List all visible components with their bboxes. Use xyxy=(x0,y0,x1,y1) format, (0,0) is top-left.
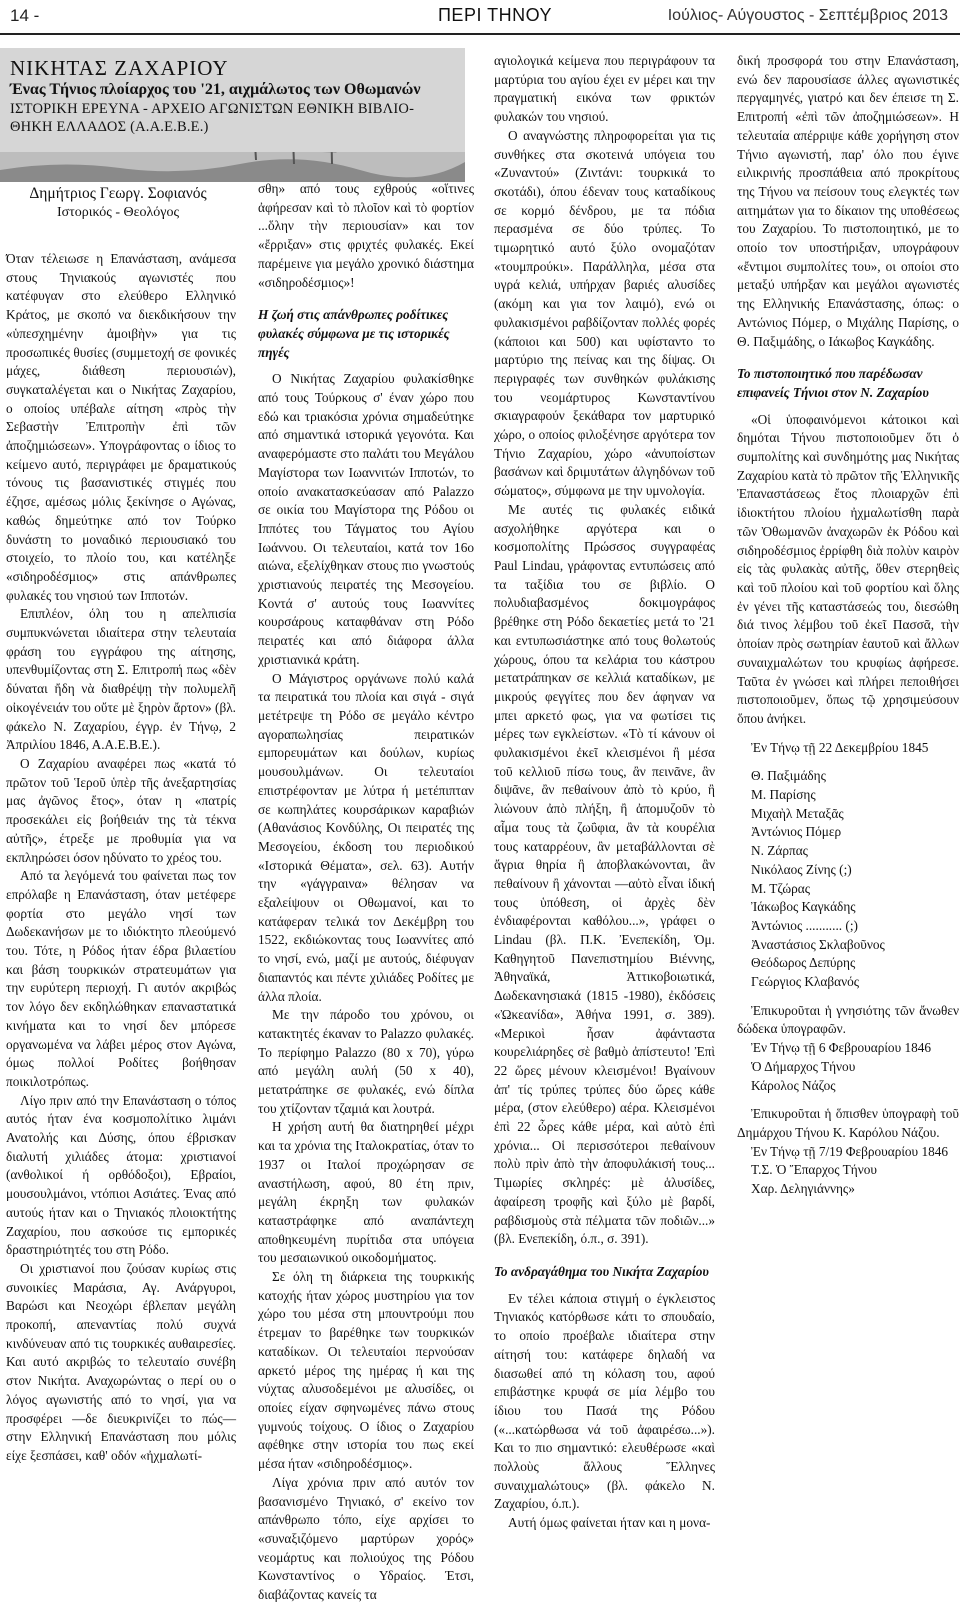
section-heading: Το ανδραγάθημα του Νικήτα Ζαχαρίου xyxy=(494,1264,709,1279)
paragraph: σθη» από τους εχθρούς «οἵτινες ἀφήρεσαν καὶ τὸ πλοῖον καὶ τὸ φορτίον ...ὅλην τὴν περιουσίαν» και τον «ἔρριξαν» στις φριχτές φυλακές. Εκεί παρέμεινε για μεγάλο χρονικό διάστημα «σιδηροδέσμιος»! xyxy=(258,181,474,290)
signatory: Ἰάκωβος Καγκάδης xyxy=(751,899,856,915)
paragraph: Ο Μάγιστρος οργάνωνε πολύ καλά τα πειρατικά του πλοία και σιγά - σιγά μετέτρεψε τη Ρόδο σε μεγάλο κέντρο αγοραπωλησίας πειρατικών εμπορευμάτων και δούλων, κυρίως μουσουλμάνων. Οι τελευταίοι επιστρέφονταν με λύτρα ή μετέπιπταν σε κωπηλάτες κουρσάρικων καραβιών (Αθανάσιος Κονδύλης, Οι πειρατές της Μεσογείου, έκδοση του περιοδικού «Ιστορικά Θέματα», σελ. 63). Αυτήν την «γάγγραινα» θέλησαν να εξαλείψουν οι Οθωμανοί, και το κατάφεραν τελικά τον Δεκέμβρη του 1522, εκδιώκοντας τους Ιωαννίτες από το νησί, ενώ, μαζί με αυτούς, διέφυγαν διαπαντός και πέντε χιλιάδες Ροδίτες με άλλα πλοία. xyxy=(258,670,474,1004)
paragraph: αγιολογικά κείμενα που περιγράφουν τα μαρτύρια του αγίου έχει εν μέρει και την πραγματική εικόνα των φρικτών φυλακών του νησιού. xyxy=(494,53,715,125)
certification-note: Ἐπικυροῦται ἡ ὅπισθεν ὑπογραφὴ τοῦ Δημάρχου Τήνου Κ. Καρόλου Νάζου. xyxy=(737,1106,959,1140)
certification-date: Ἐν Τήνῳ τῇ 7/19 Φεβρουαρίου 1846 xyxy=(751,1143,949,1159)
paragraph: Με την πάροδο του χρόνου, οι κατακτητές έκαναν το Palazzo φυλακές. Το περίφημο Palazzo (80 x 70), γύρω από μεγάλη αυλή (50 x 40), μετατράπηκε σε φυλακές, ενώ δίπλα του χτίζονταν τζαμιά και λουτρά. xyxy=(258,1007,474,1116)
author-role: Ιστορικός - Θεολόγος xyxy=(56,205,180,220)
signatory-list xyxy=(737,767,959,991)
signatory: Νικόλαος Ζίνης (;) xyxy=(751,861,852,877)
paragraph: δική προσφορά του στην Επανάσταση, ενώ δεν παρουσίασε άλλες αγωνιστικές περγαμηνές, γιατρό και δεν έπεισε τη Σ. Επιτροπή «ἐπὶ τῶν ἀποζημιώσεων». Η τελευταία απέρριψε κάθε χορήγηση στον Τήνιο αγωνιστή, παρ' όλο που έγινε ειλικρινής προσπάθεια από προκρίτους της Τήνου να πείσουν τους ελεγκτές των αιτημάτων για το δίκαιον της υποθέσεως του Ζαχαρίου. Το πιστοποιητικό, με το οποίο τον υποστήριξαν, υπογράφουν «ἔντιμοι συμπολίτες του», οι οποίοι στο μεταξύ υπήρξαν και μεγάλοι αγωνιστές της Ελληνικής Επανάστασης, όπως: ο Αντώνιος Πόμερ, ο Μιχάλης Παρίσης, ο Θ. Παξιμάδης, ο Ιάκωβος Καγκάδης. xyxy=(737,53,959,349)
signatory: Θεόδωρος Δεπύρης xyxy=(751,955,856,971)
article-title: ΝΙΚΗΤΑΣ ΖΑΧΑΡΙΟΥ xyxy=(10,56,229,80)
author-name: Δημήτριος Γεωργ. Σοφιανός xyxy=(29,185,207,202)
certificate-date: Ἐν Τήνῳ τῇ 22 Δεκεμβρίου 1845 xyxy=(751,739,929,755)
paragraph: Επιπλέον, όλη του η απελπισία συμπυκνώνεται ιδιαίτερα στην τελευταία φράση του εγγράφου της αίτησης, υπενθυμίζοντας στη Σ. Επιτροπή πως «δὲν δύναται ἤδη νὰ διαθρέψῃ τὴν πολυμελῆ οἰκογένειάν του οὔτε μὲ ξηρὸν ἄρτον» (βλ. φάκελο Ν. Ζαχαρίου, έγγρ. ἐν Τήνῳ, 2 Ἀπριλίου 1846, Α.Α.Ε.Β.Ε.). xyxy=(6,606,236,753)
paragraph: Οι χριστιανοί που ζούσαν κυρίως στις συνοικίες Μαράσια, Αγ. Ανάργυροι, Βαρώσι και Νεοχώρι έβλεπαν μεγάλη προκοπή, απεναντίας πολύ συχνά κινδύνευαν από τις τουρκικές αυθαιρεσίες. Και αυτό ακριβώς το τελευταίο συνέβη στον Νικήτα. Αναχωρώντας ο περί ου ο λόγος αγωνιστής από το νησί, για να προσφέρει —δε διευκρινίζει το πώς— στην Ελληνική Επανάσταση που μόλις είχε ξεσπάσει, καθ' οδόν «ἠχμαλωτί- xyxy=(6,1260,236,1463)
column-3 xyxy=(494,52,715,1533)
signatory: Ἀναστάσιος Σκλαβοῦνος xyxy=(751,936,885,952)
signatory: Ν. Ζάρπας xyxy=(751,843,808,859)
signatory: Θ. Παξιμάδης xyxy=(751,768,826,784)
signatory: Γεώργιος Κλαβανός xyxy=(751,974,860,990)
article-title-box xyxy=(0,48,465,152)
paragraph: Ο Νικήτας Ζαχαρίου φυλακίσθηκε από τους Τούρκους σ' έναν χώρο που εδώ και τριακόσια χρόνια σημαδεύτηκε από σημαντικά ιστορικά γεγονότα. Και αναφερόμαστε στο παλάτι του Μεγάλου Μαγίστορα των Ιωαννιτών Ιπποτών, το οποίο ανακατασκεύασαν από Palazzo σε οικία του Μαγίστορα της Ρόδου οι Ιππότες του Τάγματος του Αγίου Ιωάννου. Οι τελευταίοι, κατά τον 16ο αιώνα, εξελίχθηκαν στους πιο γνωστούς χριστιανούς πειρατές της Μεσογείου. Κοντά σ' αυτούς τους Ιωαννίτες κουρσάρους καταφθάναν στη Ρόδο πειρατές και από διάφορα άλλα χριστιανικά κράτη. xyxy=(258,371,474,667)
certification-date: Ἐν Τήνῳ τῇ 6 Φεβρουαρίου 1846 xyxy=(751,1040,932,1056)
signatory: Μιχαὴλ Μεταξᾶς xyxy=(751,805,844,821)
paragraph: Ο Ζαχαρίου αναφέρει πως «κατά τό πρῶτον τοῦ Ἱεροῦ ὑπὲρ τῆς ἀνεξαρτησίας μας ἀγῶνος ἔτος», όταν η «πατρίς προσεκάλει εἰς βοήθειάν της τὰ τέκνα αὐτῆς», έτρεξε με προθυμία για να εκπληρώσει όσον ηδύνατο το χρέος του. xyxy=(6,755,236,865)
paragraph: Αυτή όμως φαίνεται ήταν και η μονα- xyxy=(508,1515,711,1531)
article-subtitle: Ένας Τήνιος πλοίαρχος του '21, αιχμάλωτος των Οθωμανών xyxy=(10,81,421,98)
eparch-title: Τ.Σ. Ὁ Ἔπαρχος Τήνου xyxy=(751,1162,877,1178)
column-4 xyxy=(737,52,959,1199)
signatory: Ἀντώνιος ........... (;) xyxy=(751,917,858,933)
certification-note: Ἐπικυροῦται ἡ γνησιότης τῶν ἄνωθεν δώδεκα ὑπογραφῶν. xyxy=(737,1002,959,1037)
signatory: Μ. Παρίσης xyxy=(751,787,816,803)
issue-date: Ιούλιος- Αύγουστος - Σεπτέμβριος 2013 xyxy=(667,7,948,24)
section-heading: Η ζωή στις απάνθρωπες ροδίτικες φυλακές σύμφωνα με τις ιστορικές πηγές xyxy=(258,307,450,360)
paragraph: Λίγα χρόνια πριν από αυτόν τον βασανισμένο Τηνιακό, σ' εκείνο τον απάνθρωπο τόπο, είχε αρχίσει το «συναξιζόμενο μαρτύρων χορός» νεομάρτυς και πολιούχος της Ρόδου Κωνσταντίνος ο Υδραίος. Έτσι, διαβάζοντας κανείς τα xyxy=(258,1474,474,1603)
paragraph: Όταν τέλειωσε η Επανάσταση, ανάμεσα στους Τηνιακούς αγωνιστές που κατέφυγαν στο ελεύθερο Ελληνικό Κράτος, με σκοπό να διεκδικήσουν την «ὑπεσχημένην ἀμοιβὴν» για τις προσωπικές θυσίες (συμμετοχή σε φονικές μάχες, διάθεση περιουσιών), συγκαταλέγεται και ο Νικήτας Ζαχαρίου, ο οποίος υπέβαλε αίτηση «πρὸς τὴν Σεβαστὴν Ἐπιτροπὴν ἐπὶ τῶν ἀποζημιώσεων». Υπογράφοντας ο ίδιος το κείμενο αυτό, περιγράφει με δραματικούς τόνους τις βασανιστικές στιγμές που έζησε, αμέσως μόλις ξεκίνησε ο Αγώνας, καθώς δημεύτηκε από τον Τούρκο δυνάστη το μοναδικό περιουσιακό του στοιχείο, το πλοίο του, και κατέληξε «σιδηροδέσμιος» στις απάνθρωπες φυλακές του νησιού των Ιπποτών. xyxy=(6,251,236,603)
article-source-line-2: ΘΗΚΗ ΕΛΛΑΔΟΣ (Α.Α.Ε.Β.Ε.) xyxy=(10,119,209,135)
paragraph: Σε όλη τη διάρκεια της τουρκικής κατοχής ήταν χώρος μυστηρίου για τον χώρο του μέσα στη μπουντρούμι που έτρεμαν το βαρέθηκε των τουρκικών καταδίκων. Οι τελευταίοι περνούσαν αρκετό μέρος της ημέρας ή και της νύχτας αλυσοδεμένοι με αλυσίδες, οι οποίες είχαν σφηνωμένες πάνω στους γυμνούς τοίχους. Ο ίδιος ο Ζαχαρίου αφέθηκε στην ιστορία του πως εκεί μέσα ήταν «σιδηροδέσμιος». xyxy=(258,1269,474,1472)
certificate-text: «Οἱ ὑποφαινόμενοι κάτοικοι καὶ δημόται Τήνου πιστοποιοῦμεν ὅτι ὁ συμπολίτης καὶ συνδημότης μας Νικήτας Ζαχαρίου κατὰ τὸ πρῶτον τῆς Ἑλληνικῆς Ἐπαναστάσεως ἔτος πλοιαρχῶν ἐπὶ ἰδιοκτήτου πλοίου ἠχμαλωτίσθη παρὰ τῶν Ὀθωμανῶν ἀναχωρῶν ἐκ Ρόδου καὶ σιδηροδέσμιος ἐρρίφθη διὰ πολὺν καιρὸν εἰς τὰς φυλακὰς αὐτῆς, ὅθεν στερηθεὶς καὶ τοῦ πλοίου καὶ τοῦ φορτίου καὶ ὅλης ἐν γένει τῆς καταστάσεώς του, διεσώθη διά τινος λέμβου τοῦ ἐκεῖ Πασσᾶ, τὴν ὁποίαν πρὸς σωτηρίαν ἑαυτοῦ καὶ ἄλλων συναιχμαλώτων του κρυφίως ἀφήρεσε. Ταῦτα ἐν γνώσει καὶ πλήρει πεποιθήσει πιστοποιοῦμεν, ὅπως τῷ χρησιμεύσουν ὅπου ἀνήκει. xyxy=(737,411,959,726)
mayor-title: Ὁ Δήμαρχος Τήνου xyxy=(751,1058,856,1074)
column-2 xyxy=(258,180,474,1605)
author-block xyxy=(0,184,236,222)
section-heading: Το πιστοποιητικό που παρέδωσαν επιφανείς Τήνιοι στον Ν. Ζαχαρίου xyxy=(737,366,929,400)
newspaper-name: ΠΕΡΙ ΤΗΝΟΥ xyxy=(437,5,553,25)
article-source-line-1: ΙΣΤΟΡΙΚΗ ΕΡΕΥΝΑ - ΑΡΧΕΙΟ ΑΓΩΝΙΣΤΩΝ ΕΘΝΙΚΗ ΒΙΒΛΙΟ- xyxy=(10,101,415,117)
header-rule xyxy=(0,33,960,35)
column-1 xyxy=(6,250,236,1466)
paragraph: Ο αναγνώστης πληροφορείται για τις συνθήκες στα σκοτεινά υπόγεια του «Ζυναντού» (Ζιντάνι: τουρκικά το σκοτάδι), όπου έδεναν τους καταδίκους σε κορμό δένδρου, με τα πόδια περασμένα σε δύο τρύπες. Το τιμωρητικό αυτό ξύλο ονομαζόταν «τουμπρούκι». Παράλληλα, μέσα στα υγρά κελιά, υπήρχαν βαριές αλυσίδες (ακόμη και για τον λαιμό), ενώ οι φυλακισμένοι ραβδίζονταν πολλές φορές (κάποιοι και 500) και υφίσταντο το μαρτύριο της πείνας και της δίψας. Οι περιγραφές των συνθηκών φυλάκισης του νεομάρτυρος Κωνσταντίνου σκιαγραφούν ξεκάθαρα τον μαρτυρικό χώρο, ο οποίος φιλοξένησε αργότερα τον Τήνιο Ζαχαρίου, χώρο «ἀνυποίστων βασάνων καὶ δριμυτάτων ἀλγηδόνων τοῦ σώματος», σύμφωνα με την υμνολογία. xyxy=(494,127,715,499)
page-number: 14 - xyxy=(10,6,40,25)
eparch-name: Χαρ. Δεληγιάννης» xyxy=(751,1181,855,1197)
page-header xyxy=(0,0,960,36)
paragraph: Από τα λεγόμενά του φαίνεται πως τον επρόλαβε η Επανάσταση, όταν μετέφερε φορτία στο μεγάλο νησί των Δωδεκανήσων με το ιδιόκτητο πλεούμενό του. Τότε, η Ρόδος ήταν έδρα βιλαετίου και βάση τουρκικών στρατευμάτων για την ευρύτερη περιοχή. Γι αυτόν ακριβώς τον λόγο δεν εκδηλώθηκαν επαναστατικά κινήματα και το νησί δεν μπόρεσε οργανωμένα να λάβει μέρος στον Αγώνα, όμως πολλοί Ροδίτες βοήθησαν ποικιλοτρόπως. xyxy=(6,868,236,1089)
signatory: Ἀντώνιος Πόμερ xyxy=(751,824,842,840)
paragraph: Η χρήση αυτή θα διατηρηθεί μέχρι και τα χρόνια της Ιταλοκρατίας, όταν το 1937 οι Ιταλοί προχώρησαν σε αναστήλωση, αφού, 80 έτη πριν, μεγάλη έκρηξη των φυλακών καταστράφηκε από αναπάντεχη αποθηκευμένη πυρίτιδα στα υπόγεια του μεσαιωνικού οικοδομήματος. xyxy=(258,1119,474,1266)
paragraph: Με αυτές τις φυλακές ειδικά ασχολήθηκε αργότερα και ο κοσμοπολίτης Πρώσσος συγγραφέας Paul Lindau, γράφοντας εντυπώσεις από τα ταξίδια του σε βιβλίο. Ο πολυδιαβασμένος δοκιμογράφος βρέθηκε στη Ρόδο δεκαετίες μετά το '21 και εντυπωσιάστηκε από τους θολωτούς χώρους, όπου τα κελάρια του κάστρου μετατράπηκαν σε κελλιά καταδίκων, με μικρούς φεγγίτες που δεν άφηναν να μπει αρκετό φως, για να φωτίσει τις μέρες των εγκλείστων. «Τὸ τί κάνουν οἱ φυλακισμένοι ἐκεῖ κλεισμένοι ἢ μέσα τοῦ κελλιοῦ πίσω τους, ἂν πεινᾶνε, ἂν διψᾶνε, ἂν πεθαίνουν ἀπὸ τὸ κρύο, ἢ λιώνουν ἀπὸ πλήξη, ἢ ἀπομυζοῦν τὸ αἷμα τους τὰ ζωΰφια, ἂν τὰ κουρέλια τους καταρρέουν, ἂν μεταβάλλονται σὲ ἄγρια θηρία ἢ ἀποβλακώνονται, ἂν πεθαίνουν ἢ χάνονται —αὐτὸ εἶναι ἰδική τους ὑπόθεση, οἱ ἀρχὲς δὲν ἐνδιαφέρονται καθόλου...», γράφει ο Lindau (βλ. Π.Κ. Ἐνεπεκίδη, Ὁμ. Καθηγητοῦ Πανεπιστημίου Βιέννης, Ἀθηναϊκά, Ἀττικοβοιωτικά, Δωδεκανησιακά (1815 -1980), ἐκδόσεις «Ὠκεανίδα», Ἀθήνα 1991, σ. 389). «Μερικοὶ ἦσαν ἀφάνταστα κουρελιάρηδες σὲ βαθμὸ ἀπίστευτο! Ἐπὶ 22 ὥρες μένουν κλεισμένοι! Βγαίνουν ἀπ' τίς τρύπες τρύπες δύο ὥρες κάθε μέρα, (στον ελεύθερο) αέρα. Κλεισμένοι ἐπὶ 22 ὧρες κάθε μέρα, καὶ αὐτὸ ἐπὶ χρόνια... Οἱ περισσότεροι πεθαίνουν πολὺ πρὶν ἀπὸ τὴν ἀποφυλάκισή τους... Τιμωρίες σκληρές: μὲ ἁλυσίδες, ἀφαίρεση τροφῆς καὶ ξύλο μὲ βαρδί, ραβδισμοὺς στὰ πέλματα τῶν ποδιῶν...» (βλ. Ενεπεκίδη, ό.π., σ. 391). xyxy=(494,501,715,1247)
mayor-name: Κάρολος Νάζος xyxy=(751,1077,836,1093)
paragraph: Λίγο πριν από την Επανάσταση ο τόπος αυτός ήταν ένα κοσμοπολίτικο λιμάνι Ανατολής και Δύσης, όπου έβρισκαν διαλυτή χιλιάδες άτομα: χριστιανοί (ανθολικοί ή ορθόδοξοι), Εβραίοι, μουσουλμάνοι, ντόπιοι Ασιάτες. Ένας από αυτούς ήταν και ο Τηνιακός πλοιοκτήτης Ζαχαρίου, που ασκούσε τις εμπορικές δραστηριότητές του στη Ρόδο. xyxy=(6,1092,236,1258)
paragraph: Εν τέλει κάποια στιγμή ο έγκλειστος Τηνιακός κατόρθωσε κάτι το σπουδαίο, το οποίο προέβαλε ιδιαίτερα στην αίτησή του: κατάφερε δηλαδή να διασωθεί από τη κόλαση του, αφού επιβάστηκε κρυφά σε μία λέμβο του ίδιου του Πασά της Ρόδου («...κατώρθωσα νά τοῦ ἀφαιρέσω...»). Και το πιο σημαντικό: ελευθέρωσε «καὶ πολλοὺς ἄλλους Ἕλληνες συναιχμαλώτους» (βλ. φάκελο Ν. Ζαχαρίου, ό.π.). xyxy=(494,1290,715,1512)
signatory: Μ. Τζώρας xyxy=(751,880,810,896)
